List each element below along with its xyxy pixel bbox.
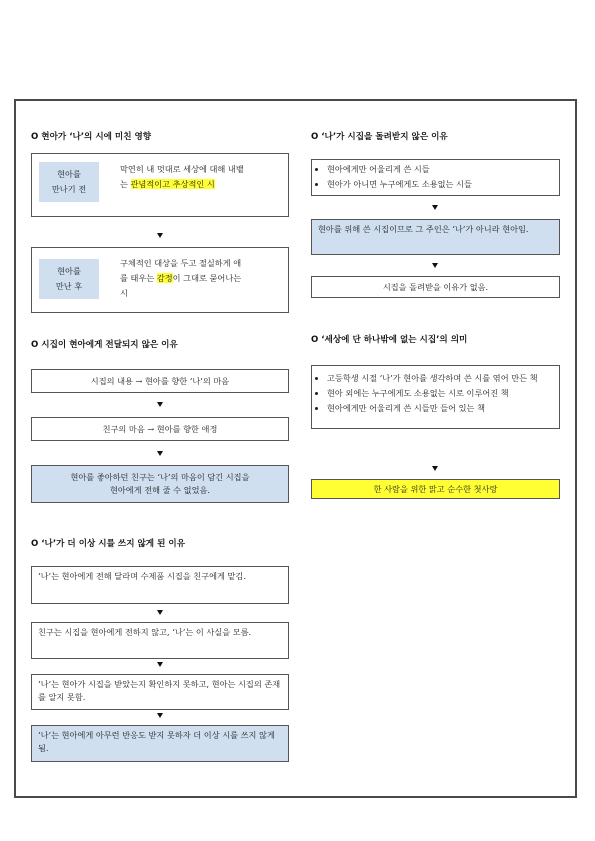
arrow-down-icon — [157, 402, 163, 407]
reason-item: • 현아가 아니면 누구에게도 소용없는 시들 — [327, 178, 554, 191]
before-text-line2 — [120, 177, 282, 192]
after-text-prefix: 를 태우는 — [120, 273, 157, 283]
after-meeting-box — [31, 247, 289, 313]
arrow-down-icon — [157, 233, 163, 238]
before-label-line2: 만나기 전 — [51, 184, 87, 194]
section-title-influence: O 현아가 ‘나’의 시에 미친 영향 — [31, 132, 152, 142]
not-delivered-line1: 현아를 좋아하던 친구는 ‘나’의 마음이 담긴 시집을 — [70, 472, 250, 482]
after-text-line3: 시 — [120, 288, 128, 298]
step4-result-box: ‘나’는 현아에게 아무런 반응도 받지 못하자 더 이상 시를 쓰지 않게 됨. — [31, 725, 289, 762]
before-text-line1: 막연히 내 멋대로 세상에 대해 내뱉 — [120, 164, 244, 174]
meaning-item: • 현아 외에는 누구에게도 소용없는 시로 이루어진 책 — [327, 387, 554, 400]
section-title-not-delivered: O 시집이 현아에게 전달되지 않은 이유 — [31, 340, 178, 350]
friend-heart-box: 친구의 마음 → 현아를 향한 애정 — [31, 417, 289, 441]
reasons-list-box — [311, 159, 560, 196]
owner-box: 현아를 위해 쓴 시집이므로 그 주인은 ‘나’가 아니라 현아임. — [311, 219, 560, 255]
after-text-line2 — [120, 271, 282, 286]
section-title-stopped-writing: O ‘나’가 더 이상 시를 쓰지 않게 된 이유 — [31, 539, 185, 549]
meaning-item: • 고등학생 시절 ‘나’가 현아를 생각하며 쓴 시를 엮어 만든 책 — [327, 372, 554, 385]
after-highlight: 감정 — [156, 273, 173, 283]
meaning-item: • 현아에게만 어울리게 쓴 시들만 들어 있는 책 — [327, 402, 554, 415]
poem-content-box: 시집의 내용 → 현아를 향한 ‘나’의 마음 — [31, 369, 289, 393]
after-text-line1: 구체적인 대상을 두고 절실하게 애 — [120, 258, 242, 268]
section-title-meaning: O ‘세상에 단 하나밖에 없는 시집’의 의미 — [311, 335, 468, 345]
reason-item: • 현아에게만 어울리게 쓴 시들 — [327, 163, 554, 176]
step2-box: 친구는 시집을 현아에게 전하지 않고, ‘나’는 이 사실을 모름. — [31, 622, 289, 659]
arrow-down-icon — [157, 713, 163, 718]
after-text-suffix: 이 그대로 묻어나는 — [172, 273, 242, 283]
after-meeting-label — [39, 259, 99, 299]
after-meeting-text — [120, 256, 282, 301]
no-reason-box: 시집을 돌려받을 이유가 없음. — [311, 276, 560, 298]
after-label-line2: 만난 후 — [55, 281, 83, 291]
arrow-down-icon — [432, 263, 438, 268]
before-text-prefix: 는 — [120, 179, 131, 189]
arrow-down-icon — [157, 610, 163, 615]
after-label-line1: 현아를 — [57, 266, 81, 276]
step1-box: ‘나’는 현아에게 전해 달라며 수제품 시집을 친구에게 맡김. — [31, 566, 289, 604]
arrow-down-icon — [432, 466, 438, 471]
arrow-down-icon — [157, 662, 163, 667]
before-meeting-text — [120, 162, 282, 192]
meaning-result-box: 한 사람을 위한 맑고 순수한 첫사랑 — [311, 479, 560, 499]
arrow-down-icon — [432, 205, 438, 210]
before-meeting-box — [31, 153, 289, 217]
meaning-list-box — [311, 365, 560, 429]
before-meeting-label — [39, 162, 99, 202]
before-label-line1: 현아를 — [57, 169, 81, 179]
section-title-not-returned: O ‘나’가 시집을 돌려받지 않은 이유 — [311, 132, 448, 142]
step3-box: ‘나’는 현아가 시집을 받았는지 확인하지 못하고, 현아는 시집의 존재를 알지 못함. — [31, 674, 289, 710]
before-highlight: 관념적이고 추상적인 시 — [130, 179, 215, 189]
not-delivered-result-box — [31, 465, 289, 503]
arrow-down-icon — [157, 451, 163, 456]
not-delivered-line2: 현아에게 전해 줄 수 없었음. — [109, 485, 210, 495]
